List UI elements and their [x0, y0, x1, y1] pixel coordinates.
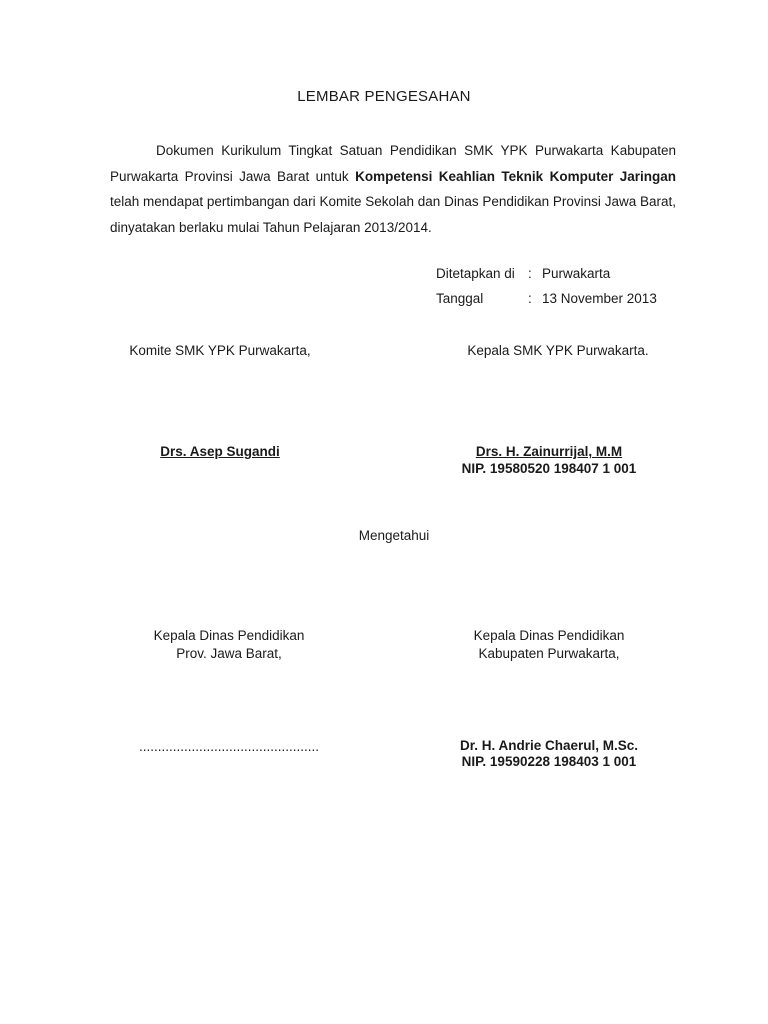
left-signatory-name: Drs. Asep Sugandi [160, 444, 280, 459]
left-dinas-line2: Prov. Jawa Barat, [176, 646, 282, 661]
left-signatory-role: Komite SMK YPK Purwakarta, [129, 343, 311, 358]
tanggal-colon: : [528, 291, 532, 306]
right-dinas-name: Dr. H. Andrie Chaerul, M.Sc. [459, 738, 639, 753]
ditetapkan-colon: : [528, 266, 532, 281]
ditetapkan-value: Purwakarta [542, 266, 611, 281]
paragraph-text-part1: Dokumen Kurikulum Tingkat Satuan Pendidikan SMK YPK Purwakarta Kabupaten Purwakarta Provinsi Jawa Barat untuk [110, 143, 676, 184]
right-signatory-name: Drs. H. Zainurrijal, M.M [475, 444, 623, 459]
right-signatory-role: Kepala SMK YPK Purwakarta. [467, 343, 649, 358]
right-dinas-nip: NIP. 19590228 198403 1 001 [461, 754, 637, 769]
body-paragraph [110, 138, 676, 240]
ditetapkan-label: Ditetapkan di [436, 266, 515, 281]
page-title: LEMBAR PENGESAHAN [297, 88, 471, 105]
left-dinas-line1: Kepala Dinas Pendidikan [153, 628, 305, 643]
right-signatory-nip: NIP. 19580520 198407 1 001 [461, 461, 637, 476]
paragraph-bold-text: Kompetensi Keahlian Teknik Komputer Jaringan [355, 168, 676, 184]
paragraph-text-part2: telah mendapat pertimbangan dari Komite Sekolah dan Dinas Pendidikan Provinsi Jawa Barat, dinyatakan berlaku mulai Tahun Pelajaran 2013/2014. [110, 194, 676, 235]
mengetahui-label: Mengetahui [358, 528, 430, 543]
left-dinas-name-placeholder: ................................................ [138, 739, 320, 754]
tanggal-value: 13 November 2013 [542, 291, 657, 306]
tanggal-label: Tanggal [436, 291, 484, 306]
right-dinas-line2: Kabupaten Purwakarta, [478, 646, 620, 661]
right-dinas-line1: Kepala Dinas Pendidikan [473, 628, 625, 643]
